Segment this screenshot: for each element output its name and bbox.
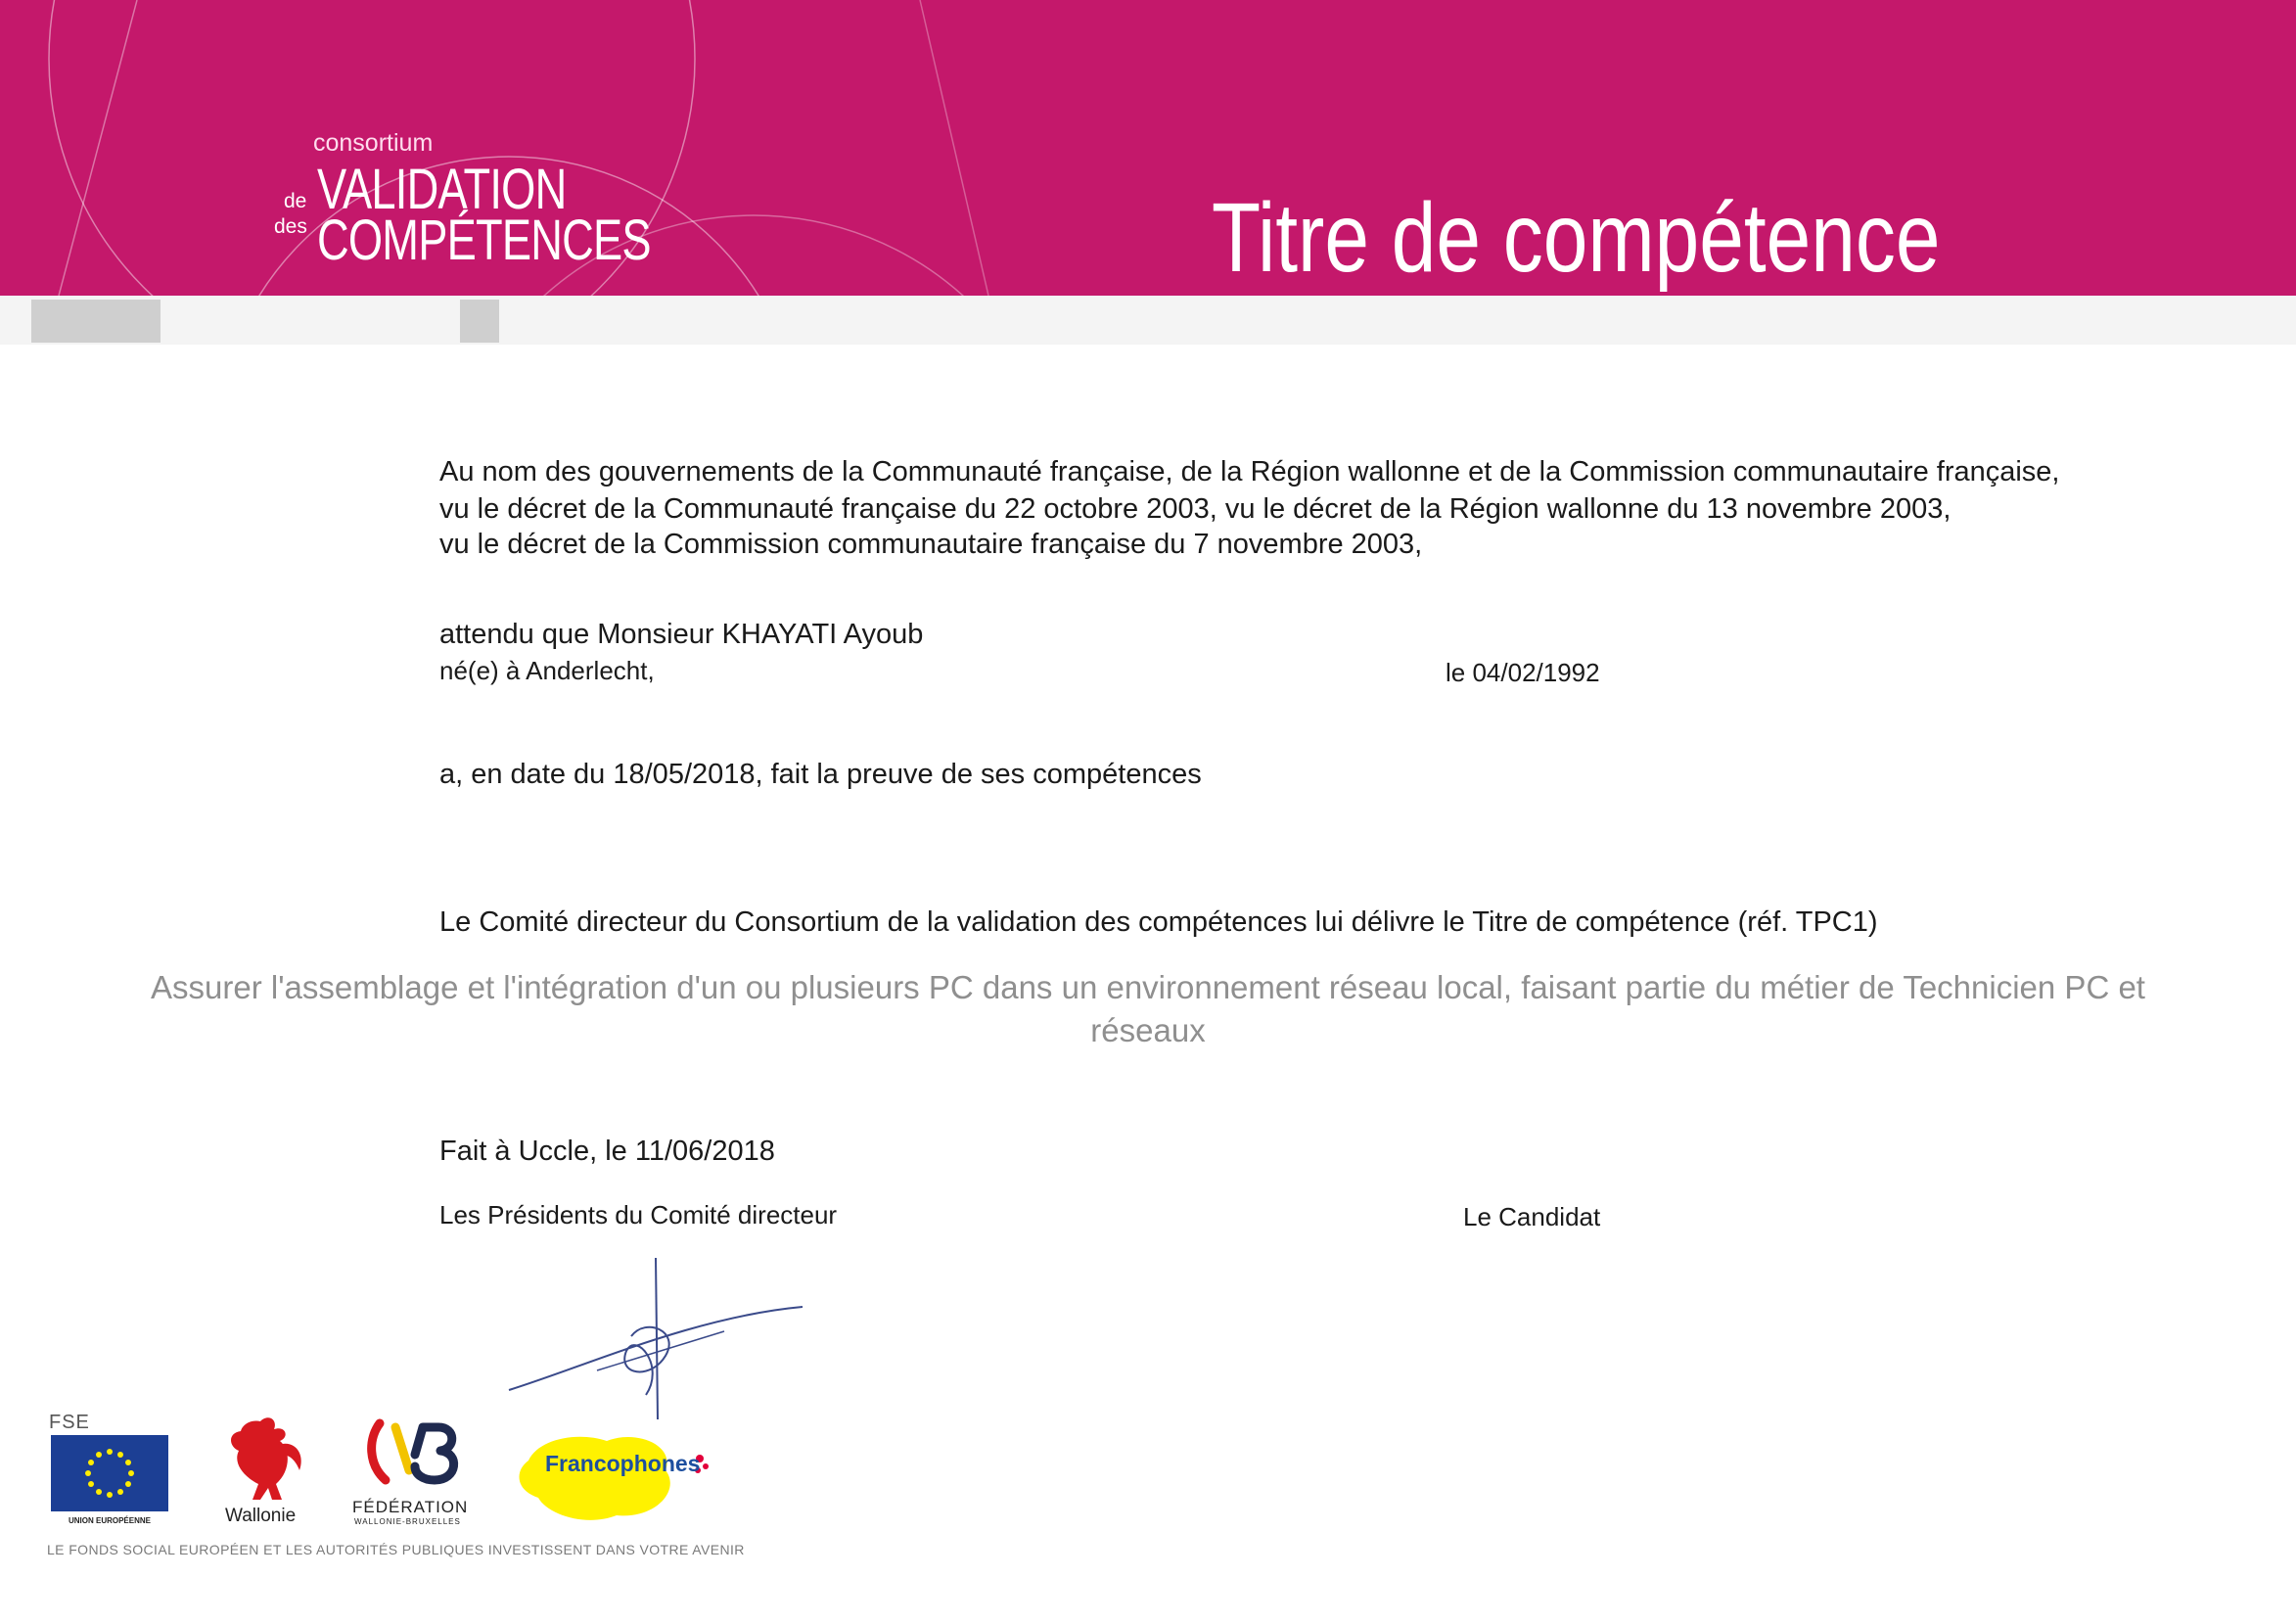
federation-wallonie-bruxelles-icon — [362, 1415, 470, 1494]
header-grey-block — [31, 300, 161, 343]
footer-disclaimer: LE FONDS SOCIAL EUROPÉEN ET LES AUTORITÉS PUBLIQUES INVESTISSENT DANS VOTRE AVENIR — [47, 1542, 745, 1557]
wallonie-label: Wallonie — [225, 1506, 297, 1526]
signatory-presidents: Les Présidents du Comité directeur — [439, 1200, 838, 1230]
fse-label: FSE — [49, 1412, 90, 1433]
eu-flag-icon — [51, 1435, 168, 1511]
preamble-line-1: Au nom des gouvernements de la Communauté française, de la Région wallonne et de la Commission communautaire française, — [439, 456, 2060, 487]
header-grey-block — [460, 300, 499, 343]
birthdate: le 04/02/1992 — [1446, 658, 1600, 687]
federation-label: FÉDÉRATION — [352, 1498, 469, 1516]
competence-title-line-1: Assurer l'assemblage et l'intégration d'un ou plusieurs PC dans un environnement réseau local, faisant partie du métier de Technicien PC et — [151, 969, 2145, 1005]
competence-title-line-2: réseaux — [1090, 1012, 1206, 1048]
logo-de-word: de — [284, 190, 307, 212]
signature-image — [499, 1248, 812, 1424]
wallonie-rooster-icon — [221, 1412, 309, 1504]
francophones-label: Francophones — [545, 1451, 701, 1476]
logo-consortium-word: consortium — [313, 129, 434, 157]
signatory-candidate: Le Candidat — [1463, 1202, 1601, 1231]
logo-des-word: des — [274, 215, 307, 238]
document-title: Titre de compétence — [1212, 183, 1941, 293]
eu-caption: UNION EUROPÉENNE — [68, 1516, 151, 1525]
header-banner — [0, 0, 2296, 296]
preamble-line-3: vu le décret de la Commission communautaire française du 7 novembre 2003, — [439, 529, 1423, 560]
candidate-name: attendu que Monsieur KHAYATI Ayoub — [439, 619, 924, 650]
preamble-line-2: vu le décret de la Communauté française du 22 octobre 2003, vu le décret de la Région wallonne du 13 novembre 2003, — [439, 493, 1952, 525]
logo-competences-word: COMPÉTENCES — [317, 209, 651, 272]
birthplace: né(e) à Anderlecht, — [439, 656, 655, 685]
federation-sub-label: WALLONIE-BRUXELLES — [354, 1517, 461, 1526]
eu-stars-icon — [51, 1435, 168, 1511]
place-and-date: Fait à Uccle, le 11/06/2018 — [439, 1136, 775, 1167]
logo-validation-word: VALIDATION — [317, 158, 567, 221]
delivery-statement: Le Comité directeur du Consortium de la validation des compétences lui délivre le Titre de compétence (réf. TPC1) — [439, 906, 1878, 938]
header-grey-strip — [0, 296, 2296, 345]
proof-statement: a, en date du 18/05/2018, fait la preuve de ses compétences — [439, 759, 1202, 790]
